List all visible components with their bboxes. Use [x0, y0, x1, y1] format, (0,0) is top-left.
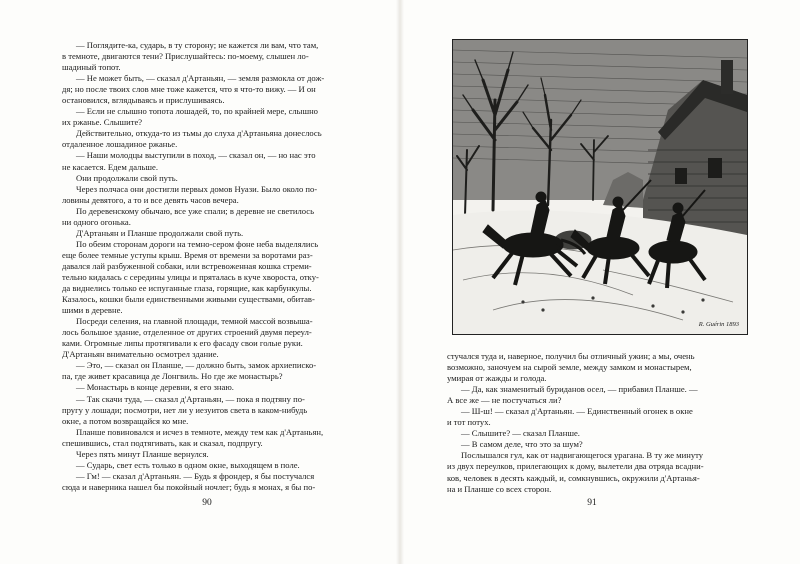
text-line: возможно, заночуем на сырой земле, между замком и монастырем, [447, 362, 692, 373]
text-line: Через полчаса они достигли первых домов Нуази. Было около по- [76, 183, 318, 194]
page-number: 91 [587, 498, 597, 508]
text-line: не касается. Едем дальше. [62, 161, 158, 172]
text-line: их ржанье. Слышите? [62, 117, 143, 128]
text-line: из двух переулков, прилегающих к дому, вылетели два отряда всадни- [447, 461, 704, 472]
text-line: — Сударь, свет есть только в одном окне, выходящем в поле. [76, 459, 300, 470]
text-line: в темноте, двигаются тени? Прислушайтесь: по-моему, слышен ло- [62, 51, 309, 62]
text-line: — Ш-ш! — сказал д'Артаньян. — Единственный огонек в окне [461, 406, 693, 417]
text-line: дя; но после твоих слов мне тоже кажется, что я что-то вижу. — И он [62, 84, 316, 95]
text-line: ловины девятого, а то и все девять часов вечера. [62, 194, 239, 205]
engraving-illustration [452, 39, 748, 335]
text-line: Послышался гул, как от надвигающегося урагана. В ту же минуту [461, 450, 704, 461]
text-line: — В самом деле, что это за шум? [461, 439, 583, 450]
text-line: остановился, вглядываясь и прислушиваясь. [62, 95, 225, 106]
engraver-signature: R. Guérin 1893 [698, 321, 739, 328]
text-line: ков, человек в десять каждый, и, сомкнувшись, окружили д'Артанья- [447, 472, 700, 483]
right-page [400, 0, 800, 564]
text-line: Они продолжали свой путь. [76, 172, 178, 183]
text-line: тельно кидалась с середины улицы и пряталась в куче хвороста, отку- [62, 271, 319, 282]
night-riders-engraving [453, 40, 747, 334]
text-line: — Если не слышно топота лошадей, то, по крайней мере, слышно [76, 106, 318, 117]
text-line: отдаленное лошадиное ржанье. [62, 139, 178, 150]
text-line: А все же — не постучаться ли? [447, 395, 562, 406]
text-line: давался лай разбуженной собаки, или встревоженная кошка стреми- [62, 260, 312, 271]
text-line: спешившись, стал подтягивать, как и сказал, подпругу. [62, 437, 263, 448]
text-line: умирая от жажды и голода. [447, 373, 547, 384]
text-line: Д'Артаньян и Планше продолжали свой путь. [76, 227, 244, 238]
text-line: Д'Артаньян внимательно осмотрел здание. [62, 349, 219, 360]
text-line: — Гм! — сказал д'Артаньян. — Будь я фрондер, я бы постучался [76, 470, 315, 481]
text-line: Планше повиновался и исчез в темноте, между тем как д'Артаньян, [76, 426, 324, 437]
text-line: па, где живет красавица де Лонгвиль. Но где же монастырь? [62, 371, 283, 382]
text-line: да виднелись только ее испуганные глаза, горящие, как карбункулы. [62, 283, 312, 294]
text-line: окне, а потом возвращайся ко мне. [62, 415, 189, 426]
page-number: 90 [202, 498, 212, 508]
right-page-text [447, 351, 752, 495]
text-line: По обеим сторонам дороги на темно-сером фоне неба выделялись [76, 238, 319, 249]
text-line: лось большое здание, отделенное от других строений двумя переул- [62, 327, 312, 338]
text-line: ками. Огромные липы протягивали к его фасаду свои голые руки. [62, 338, 303, 349]
text-line: Казалось, кошки были единственными живыми существами, обитав- [62, 294, 315, 305]
text-line: шими в деревне. [62, 305, 123, 316]
text-line: стучался туда и, наверное, получил бы отличный ужин; а мы, очень [447, 351, 695, 361]
text-line: и тот потух. [447, 417, 491, 428]
text-line: пругу у лошади; посмотри, нет ли у иезуитов света в каком-нибудь [62, 404, 308, 415]
text-line: — Поглядите-ка, сударь, в ту сторону; не кажется ли вам, что там, [76, 40, 319, 50]
text-line: на и Планше со всех сторон. [447, 483, 552, 494]
text-line: — Наши молодцы выступили в поход, — сказал он, — но нас это [76, 150, 316, 161]
text-line: Посреди селения, на главной площади, темной массой возвыша- [76, 316, 313, 327]
text-line: — Да, как знаменитый буриданов осел, — прибавил Планше. — [461, 384, 698, 395]
text-line: сюда и наверника нашел бы покойный ночлег; будь я монах, я бы по- [62, 481, 316, 492]
text-line: — Это, — сказал он Планше, — должно быть, замок архиеписко- [76, 360, 317, 371]
text-line: шадиный топот. [62, 62, 121, 73]
text-line: — Так скачи туда, — сказал д'Артаньян, — пока я подтяну по- [76, 393, 305, 404]
text-line: еще более темные уступы крыш. Время от времени за воротами раз- [62, 249, 313, 260]
left-page-text [62, 40, 354, 493]
text-line: — Слышите? — сказал Планше. [461, 428, 580, 439]
text-line: Через пять минут Планше вернулся. [76, 448, 209, 459]
text-line: — Не может быть, — сказал д'Артаньян, — земля размокла от дож- [76, 73, 325, 84]
text-line: Действительно, откуда-то из тьмы до слуха д'Артаньяна донеслось [76, 128, 322, 139]
text-line: ни одного огонька. [62, 216, 131, 227]
text-line: — Монастырь в конце деревни, я его знаю. [76, 382, 234, 393]
text-line: По деревенскому обычаю, все уже спали; в деревне не светилось [76, 205, 315, 216]
